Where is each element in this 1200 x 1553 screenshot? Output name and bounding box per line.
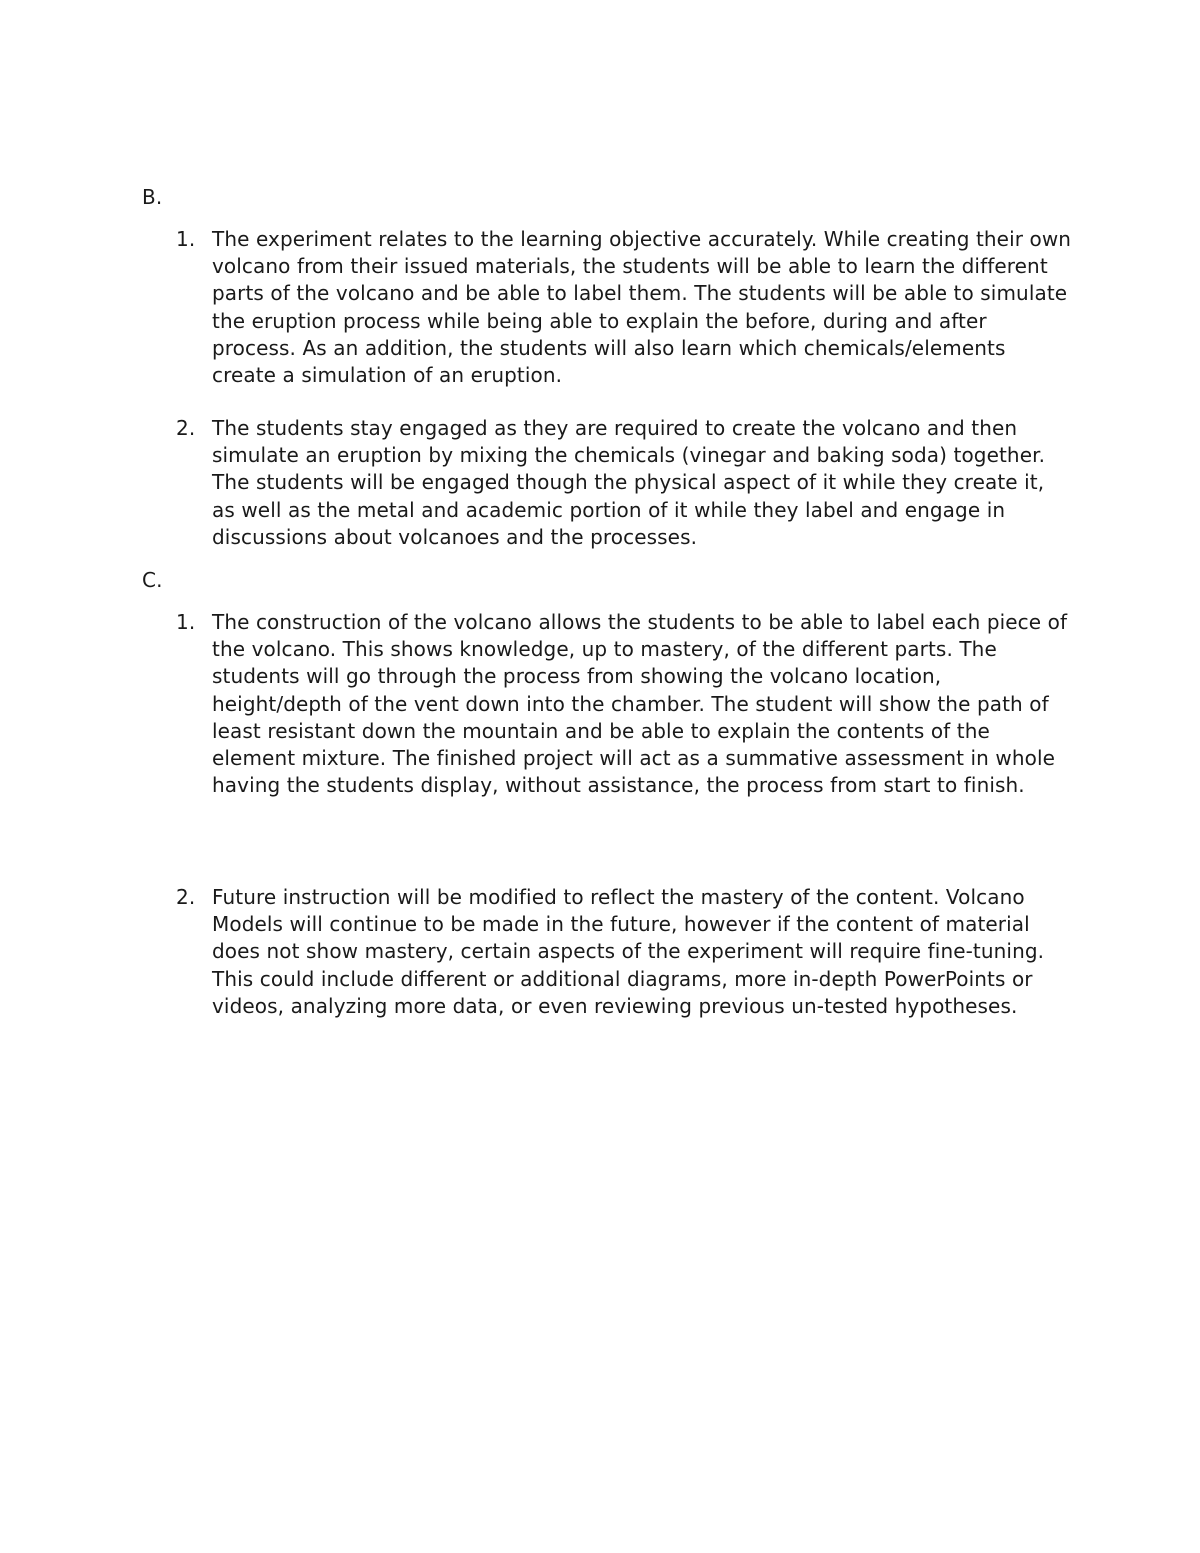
list-item-c-1 xyxy=(142,609,1072,799)
list-item-c-2 xyxy=(142,884,1072,1020)
list-item-text: Future instruction will be modified to reflect the mastery of the content. Volcano Models will continue to be made in the future, however if the content of material does not show mastery, certain aspects of the experiment will require fine-tuning. This could include different or additional diagrams, more in-depth PowerPoints or videos, analyzing more data, or even reviewing previous un-tested hypotheses. xyxy=(212,885,1045,1018)
list-item-b-1 xyxy=(142,226,1072,389)
list-item-text: The experiment relates to the learning objective accurately. While creating their own volcano from their issued materials, the students will be able to learn the different parts of the volcano and be able to label them. The students will be able to simulate the eruption process while being able to explain the before, during and after process. As an addition, the students will also learn which chemicals/elements create a simulation of an eruption. xyxy=(212,227,1072,388)
list-item-text: The construction of the volcano allows the students to be able to label each piece of the volcano. This shows knowledge, up to mastery, of the different parts. The students will go through the process from showing the volcano location, height/depth of the vent down into the chamber. The student will show the path of least resistant down the mountain and be able to explain the contents of the element mixture. The finished project will act as a summative assessment in whole having the students display, without assistance, the process from start to finish. xyxy=(212,610,1068,798)
section-label-b: B. xyxy=(142,185,163,209)
list-number: 1. xyxy=(176,610,196,634)
list-number: 2. xyxy=(176,416,196,440)
list-number: 2. xyxy=(176,885,196,909)
list-number: 1. xyxy=(176,227,196,251)
list-item-b-2 xyxy=(142,415,1072,551)
list-item-text: The students stay engaged as they are required to create the volcano and then simulate an eruption by mixing the chemicals (vinegar and baking soda) together. The students will be engaged though the physical aspect of it while they create it, as well as the metal and academic portion of it while they label and engage in discussions about volcanoes and the processes. xyxy=(212,416,1046,549)
section-label-c: C. xyxy=(142,568,163,592)
